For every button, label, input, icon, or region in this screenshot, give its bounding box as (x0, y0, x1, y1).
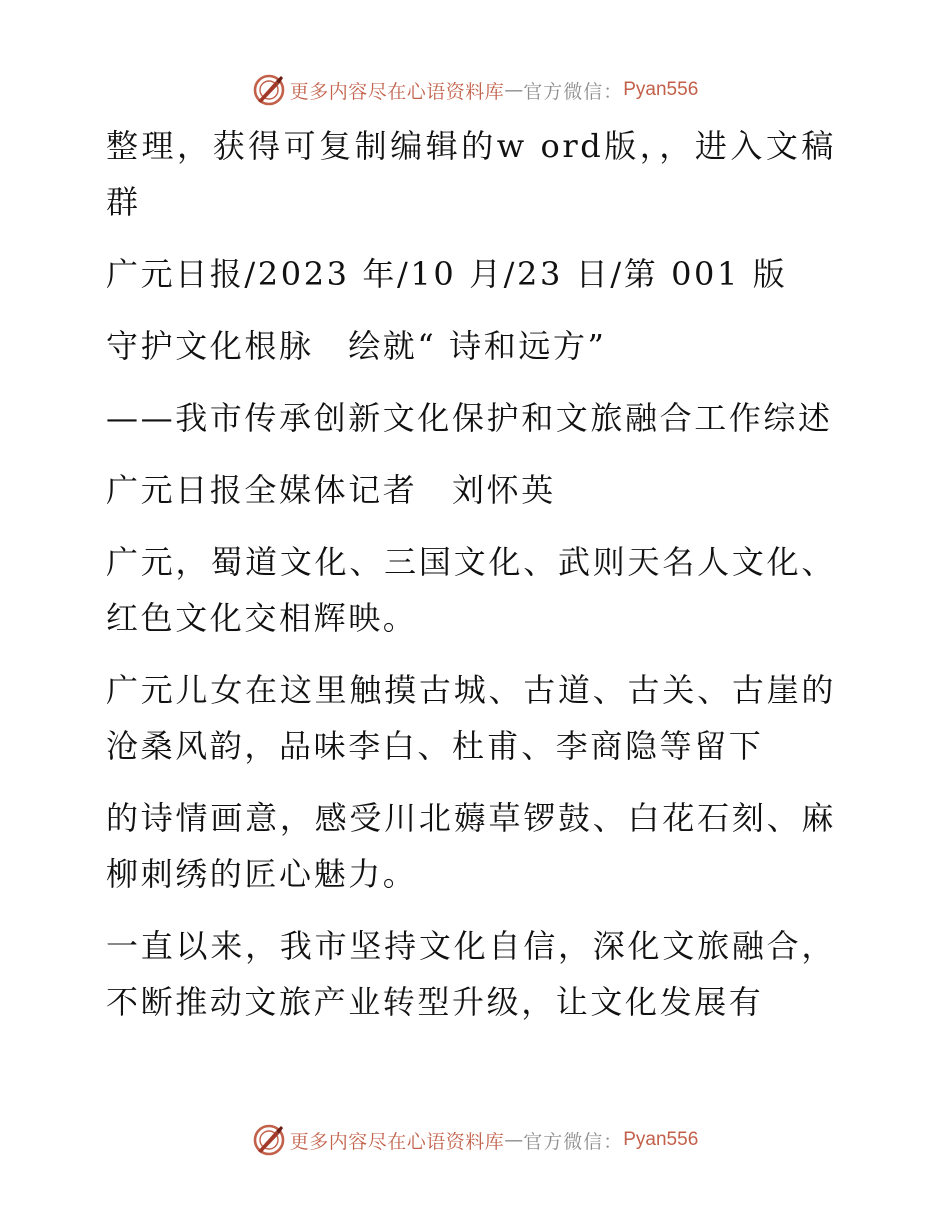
paragraph-body: 一直以来，我市坚持文化自信，深化文旅融合，不断推动文旅产业转型升级，让文化发展有 (106, 927, 836, 1021)
document-body (96, 118, 836, 1046)
pen-circle-logo-icon (252, 73, 286, 107)
site-slogan: 更多内容尽在心语资料库 (289, 1130, 505, 1153)
paragraph-intro: 整理，获得可复制编辑的w ord版，，进入文稿群 (106, 127, 836, 221)
paragraph-source-line: 广元日报/2023 年/10 月/23 日/第 001 版 (106, 255, 788, 293)
wechat-label: 官方微信： (523, 1130, 624, 1153)
wechat-id: Pyan556 (623, 79, 699, 100)
article-title: 守护文化根脉 绘就“ 诗和远方” (106, 327, 607, 365)
paragraph-body: 的诗情画意，感受川北薅草锣鼓、白花石刻、麻柳刺绣的匠心魅力。 (106, 799, 836, 893)
paragraph-body: 广元，蜀道文化、三国文化、武则天名人文化、红色文化交相辉映。 (106, 543, 836, 637)
footer-banner (0, 1120, 950, 1160)
header-banner (0, 70, 950, 110)
paragraph-body: 广元儿女在这里触摸古城、古道、古关、古崖的沧桑风韵，品味李白、杜甫、李商隐等留下 (106, 671, 836, 765)
article-subtitle: ——我市传承创新文化保护和文旅融合工作综述 (106, 399, 833, 437)
banner-dash: — (504, 79, 524, 101)
pen-circle-logo-icon (252, 1123, 286, 1157)
banner-dash: — (504, 1129, 524, 1151)
wechat-id: Pyan556 (623, 1129, 699, 1150)
article-byline: 广元日报全媒体记者 刘怀英 (106, 471, 556, 509)
site-slogan: 更多内容尽在心语资料库 (289, 80, 505, 103)
wechat-label: 官方微信： (523, 80, 624, 103)
